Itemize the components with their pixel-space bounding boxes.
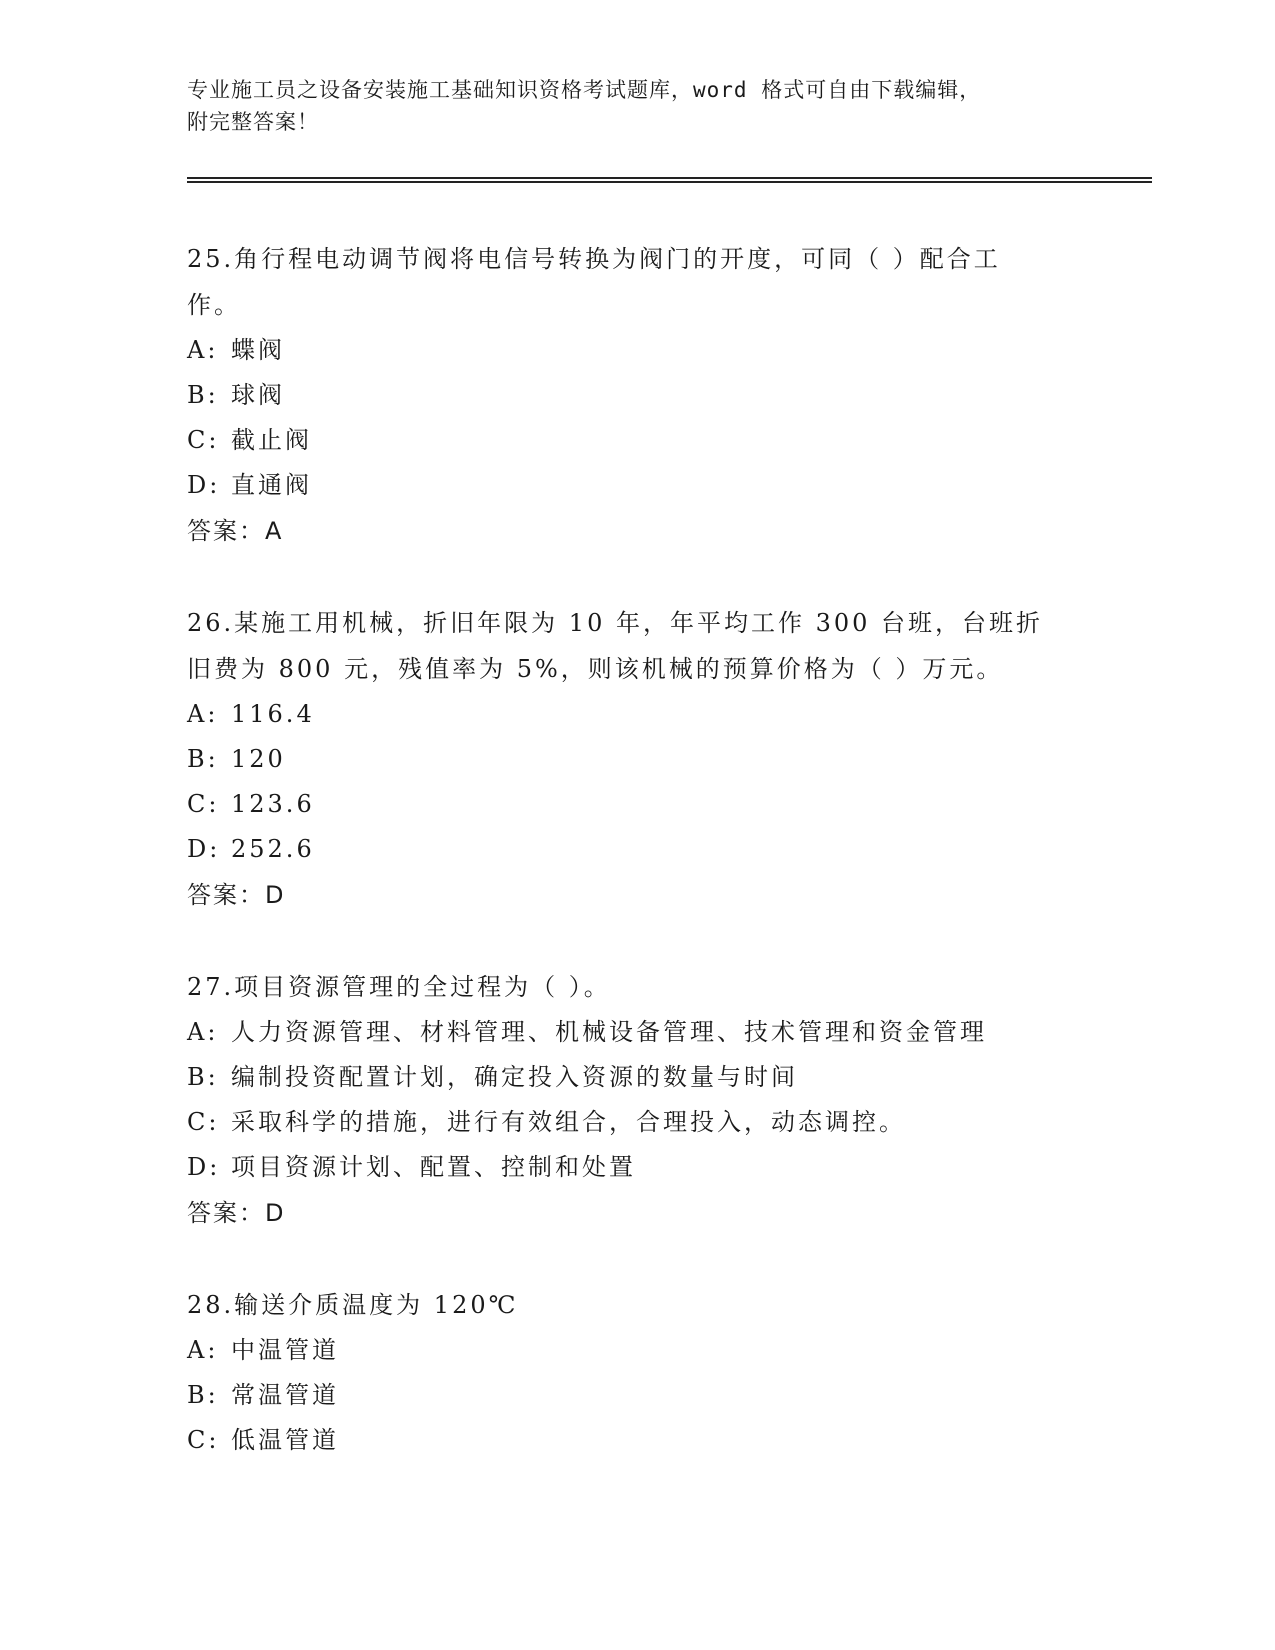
option-key: D: bbox=[187, 1153, 221, 1181]
option-key: A: bbox=[187, 700, 219, 728]
option-text: 采取科学的措施，进行有效组合，合理投入，动态调控。 bbox=[231, 1108, 906, 1136]
option-key: A: bbox=[187, 1336, 219, 1364]
answer-label: 答案：D bbox=[187, 881, 286, 909]
option-key: D: bbox=[187, 835, 221, 863]
header-line-1: 专业施工员之设备安装施工基础知识资格考试题库，word 格式可自由下载编辑， bbox=[187, 78, 982, 102]
option-text: 252.6 bbox=[231, 835, 315, 863]
question-stem-line: 27.项目资源管理的全过程为（ ）。 bbox=[187, 973, 611, 1001]
option-d bbox=[187, 463, 1067, 508]
option-key: C: bbox=[187, 1108, 220, 1136]
option-c bbox=[187, 1418, 1067, 1463]
option-a bbox=[187, 1010, 1067, 1055]
option-text: 编制投资配置计划，确定投入资源的数量与时间 bbox=[231, 1063, 798, 1091]
question-stem bbox=[187, 236, 1067, 328]
question-stem bbox=[187, 1282, 1067, 1328]
question-stem bbox=[187, 600, 1067, 692]
option-d bbox=[187, 1145, 1067, 1190]
answer-label: 答案：A bbox=[187, 517, 284, 545]
option-key: C: bbox=[187, 790, 220, 818]
option-a bbox=[187, 692, 1067, 737]
option-text: 人力资源管理、材料管理、机械设备管理、技术管理和资金管理 bbox=[231, 1018, 987, 1046]
option-text: 项目资源计划、配置、控制和处置 bbox=[231, 1153, 636, 1181]
question-stem-line: 旧费为 800 元，残值率为 5%，则该机械的预算价格为（ ）万元。 bbox=[187, 655, 1004, 683]
option-b bbox=[187, 1373, 1067, 1418]
answer-label: 答案：D bbox=[187, 1199, 286, 1227]
question-stem-line: 作。 bbox=[187, 291, 241, 319]
option-text: 中温管道 bbox=[231, 1336, 339, 1364]
question-stem-line: 25.角行程电动调节阀将电信号转换为阀门的开度，可同（ ）配合工 bbox=[187, 245, 1001, 273]
option-text: 球阀 bbox=[231, 381, 285, 409]
question-list bbox=[187, 236, 1067, 1509]
question-stem bbox=[187, 964, 1067, 1010]
question-stem-line: 26.某施工用机械，折旧年限为 10 年，年平均工作 300 台班，台班折 bbox=[187, 609, 1044, 637]
option-key: B: bbox=[187, 381, 219, 409]
option-text: 123.6 bbox=[231, 790, 315, 818]
option-text: 116.4 bbox=[231, 700, 315, 728]
header-line-2: 附完整答案！ bbox=[187, 110, 319, 134]
document-header bbox=[187, 74, 1067, 138]
question-26 bbox=[187, 600, 1067, 918]
question-27 bbox=[187, 964, 1067, 1236]
option-key: B: bbox=[187, 1381, 219, 1409]
option-c bbox=[187, 782, 1067, 827]
option-key: A: bbox=[187, 336, 219, 364]
option-text: 蝶阀 bbox=[231, 336, 285, 364]
option-c bbox=[187, 418, 1067, 463]
option-key: D: bbox=[187, 471, 221, 499]
option-b bbox=[187, 737, 1067, 782]
option-a bbox=[187, 328, 1067, 373]
option-text: 常温管道 bbox=[231, 1381, 339, 1409]
option-key: C: bbox=[187, 1426, 220, 1454]
header-divider bbox=[187, 177, 1152, 183]
option-key: B: bbox=[187, 1063, 219, 1091]
option-b bbox=[187, 373, 1067, 418]
question-stem-line: 28.输送介质温度为 120℃ bbox=[187, 1291, 519, 1319]
option-key: C: bbox=[187, 426, 220, 454]
option-text: 截止阀 bbox=[231, 426, 312, 454]
option-text: 直通阀 bbox=[231, 471, 312, 499]
question-28 bbox=[187, 1282, 1067, 1463]
option-text: 低温管道 bbox=[231, 1426, 339, 1454]
option-key: B: bbox=[187, 745, 219, 773]
option-a bbox=[187, 1328, 1067, 1373]
question-25 bbox=[187, 236, 1067, 554]
option-d bbox=[187, 827, 1067, 872]
option-text: 120 bbox=[231, 745, 286, 773]
option-b bbox=[187, 1055, 1067, 1100]
option-c bbox=[187, 1100, 1067, 1145]
option-key: A: bbox=[187, 1018, 219, 1046]
